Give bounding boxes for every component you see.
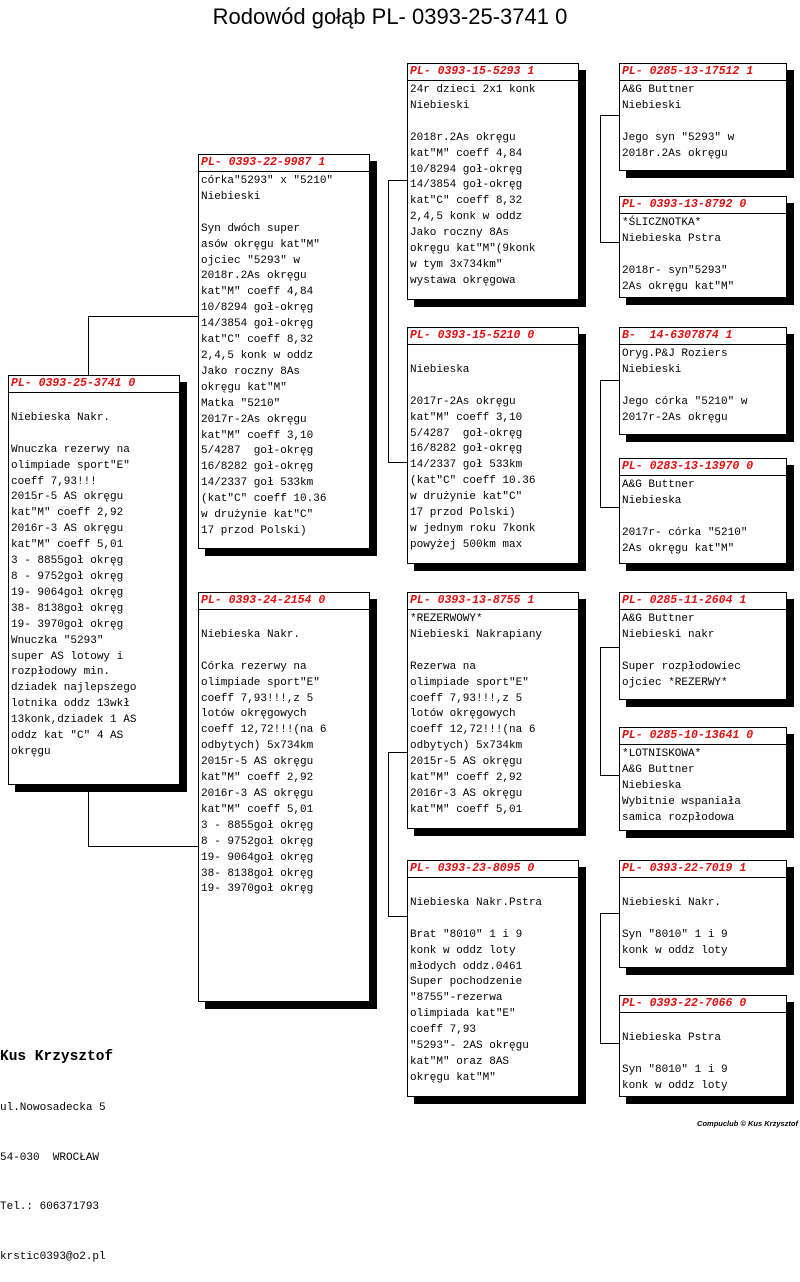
connector-mm-mmm	[600, 1043, 619, 1044]
pigeon-card-fmm[interactable]	[619, 458, 787, 564]
pigeon-description: *LOTNISKOWA* A&G Buttner Niebieska Wybitnie wspaniała samica rozpłodowa	[622, 748, 741, 824]
connector-mother-mm	[388, 916, 407, 917]
pigeon-card-fm[interactable]	[407, 327, 579, 564]
footer-credit: Compuclub © Kus Krzysztof	[697, 1119, 798, 1128]
pigeon-description: Niebieski Nakr. Syn "8010" 1 i 9 konk w oddz loty	[622, 896, 728, 957]
connector-main-father	[88, 316, 198, 317]
ring-number: PL- 0285-10-13641 0	[620, 729, 786, 745]
connector-mf-mfm	[600, 775, 619, 776]
owner-phone: Tel.: 606371793	[0, 1201, 100, 1213]
connector-father-vertical	[388, 180, 389, 462]
connector-mm-mmf	[600, 913, 619, 914]
pigeon-card-fff[interactable]	[619, 63, 787, 171]
connector-father-fm	[388, 462, 407, 463]
connector-mother-vertical	[388, 752, 389, 916]
ring-number: PL- 0393-22-7066 0	[620, 997, 786, 1013]
connector-ff-vertical	[600, 115, 601, 242]
pigeon-card-mother[interactable]	[198, 592, 370, 1002]
pigeon-card-mmm[interactable]	[619, 995, 787, 1097]
pigeon-card-ffm[interactable]	[619, 196, 787, 298]
connector-ff-fff	[600, 115, 619, 116]
connector-ff-ffm	[600, 242, 619, 243]
pigeon-description: Niebieska Pstra Syn "8010" 1 i 9 konk w oddz loty	[622, 1031, 728, 1092]
ring-number: PL- 0393-13-8792 0	[620, 198, 786, 214]
ring-number: PL- 0285-13-17512 1	[620, 65, 786, 81]
ring-number: PL- 0393-22-9987 1	[199, 156, 369, 172]
pigeon-card-mfm[interactable]	[619, 727, 787, 831]
pigeon-description: A&G Buttner Niebieski nakr Super rozpłodowiec ojciec *REZERWY*	[622, 613, 741, 689]
ring-number: PL- 0393-15-5210 0	[408, 329, 578, 345]
pigeon-description: Niebieska Nakr. Wnuczka rezerwy na olimpiade sport"E" coeff 7,93!!! 2015r-5 AS okręgu kat"M" coeff 2,92 2016r-3 AS okręgu kat"M" coeff 5,01 3 - 8855goł okręg 8 - 9752goł okręg 19- 9064goł okręg 38- 8138goł okręg 19- 3970goł okręg Wnuczka "5293" super AS lotowy i rozpłodowy min. dziadek najlepszego lotnika oddz 13wkł 13konk,dziadek 1 AS oddz kat "C" 4 AS okręgu	[11, 411, 137, 758]
connector-fm-fmm	[600, 507, 619, 508]
connector-mf-mff	[600, 647, 619, 648]
ring-number: PL- 0393-24-2154 0	[199, 594, 369, 610]
ring-number: PL- 0393-15-5293 1	[408, 65, 578, 81]
ring-number: PL- 0393-23-8095 0	[408, 862, 578, 878]
pigeon-card-main[interactable]	[8, 375, 180, 785]
pigeon-card-mff[interactable]	[619, 592, 787, 700]
connector-fm-fmf	[600, 380, 619, 381]
connector-father-ff	[388, 180, 407, 181]
connector-mother-mf	[388, 752, 407, 753]
pigeon-card-mmf[interactable]	[619, 860, 787, 968]
ring-number: PL- 0393-22-7019 1	[620, 862, 786, 878]
pigeon-description: Niebieska Nakr. Córka rezerwy na olimpiade sport"E" coeff 7,93!!!,z 5 lotów okręgowych coeff 12,72!!!(na 6 odbytych) 5x734km 2015r-5 AS okręgu kat"M" coeff 2,92 2016r-3 AS okręgu kat"M" coeff 5,01 3 - 8855goł okręg 8 - 9752goł okręg 19- 9064goł okręg 38- 8138goł okręg 19- 3970goł okręg	[201, 628, 327, 896]
owner-email: krstic0393@o2.pl	[0, 1250, 106, 1263]
pigeon-description: 24r dzieci 2x1 konk Niebieski 2018r.2As okręgu kat"M" coeff 4,84 10/8294 goł-okręg 14/3854 goł-okręg kat"C" coeff 8,32 2,4,5 konk w oddz Jako roczny 8As okręgu kat"M"(9konk w tym 3x734km" wystawa okręgowa	[410, 84, 536, 287]
pigeon-card-mf[interactable]	[407, 592, 579, 829]
connector-mm-vertical	[600, 913, 601, 1043]
pigeon-description: A&G Buttner Niebieski Jego syn "5293" w 2018r.2As okręgu	[622, 84, 735, 160]
pigeon-description: Niebieska Nakr.Pstra Brat "8010" 1 i 9 konk w oddz loty młodych oddz.0461 Super pochodzenie "8755"-rezerwa olimpiada kat"E" coeff 7,93 "5293"- 2AS okręgu kat"M" oraz 8AS okręgu kat"M"	[410, 896, 543, 1084]
pigeon-description: *ŚLICZNOTKA* Niebieska Pstra 2018r- syn"5293" 2As okręgu kat"M"	[622, 217, 735, 293]
pigeon-card-father[interactable]	[198, 154, 370, 549]
connector-fm-vertical	[600, 380, 601, 507]
pigeon-description: Niebieska 2017r-2As okręgu kat"M" coeff 3,10 5/4287 goł-okręg 16/8282 goł-okręg 14/2337 goł 533km (kat"C" coeff 10.36 w drużynie kat"C" 17 przod Polski) w jednym roku 7konk powyżej 500km max	[410, 363, 536, 551]
ring-number: PL- 0393-13-8755 1	[408, 594, 578, 610]
pigeon-card-ff[interactable]	[407, 63, 579, 300]
connector-mf-vertical	[600, 647, 601, 775]
page-title: Rodowód gołąb PL- 0393-25-3741 0	[212, 4, 568, 29]
ring-number: B- 14-6307874 1	[620, 329, 786, 345]
ring-number: PL- 0283-13-13970 0	[620, 460, 786, 476]
pigeon-card-mm[interactable]	[407, 860, 579, 1097]
owner-city: 54-030 WROCŁAW	[0, 1151, 100, 1164]
owner-street: ul.Nowosadecka 5	[0, 1102, 106, 1114]
owner-name: Kus Krzysztof	[0, 1049, 114, 1065]
pigeon-description: córka"5293" x "5210" Niebieski Syn dwóch super asów okręgu kat"M" ojciec "5293" w 2018r.2As okręgu kat"M" coeff 4,84 10/8294 goł-okręg 14/3854 goł-okręg kat"C" coeff 8,32 2,4,5 konk w oddz Jako roczny 8As okręgu kat"M" Matka "5210" 2017r-2As okręgu kat"M" coeff 3,10 5/4287 goł-okręg 16/8282 goł-okręg 14/2337 goł 533km (kat"C" coeff 10.36 w drużynie kat"C" 17 przod Polski)	[201, 175, 334, 537]
ring-number: PL- 0393-25-3741 0	[9, 377, 179, 393]
pigeon-description: Oryg.P&J Roziers Niebieski Jego córka "5210" w 2017r-2As okręgu	[622, 348, 748, 424]
connector-main-mother	[88, 846, 198, 847]
pigeon-card-fmf[interactable]	[619, 327, 787, 435]
ring-number: PL- 0285-11-2604 1	[620, 594, 786, 610]
pigeon-description: A&G Buttner Niebieska 2017r- córka "5210" 2As okręgu kat"M"	[622, 479, 748, 555]
pigeon-description: *REZERWOWY* Niebieski Nakrapiany Rezerwa na olimpiade sport"E" coeff 7,93!!!,z 5 lotów okręgowych coeff 12,72!!!(na 6 odbytych) 5x734km 2015r-5 AS okręgu kat"M" coeff 2,92 2016r-3 AS okręgu kat"M" coeff 5,01	[410, 613, 543, 816]
